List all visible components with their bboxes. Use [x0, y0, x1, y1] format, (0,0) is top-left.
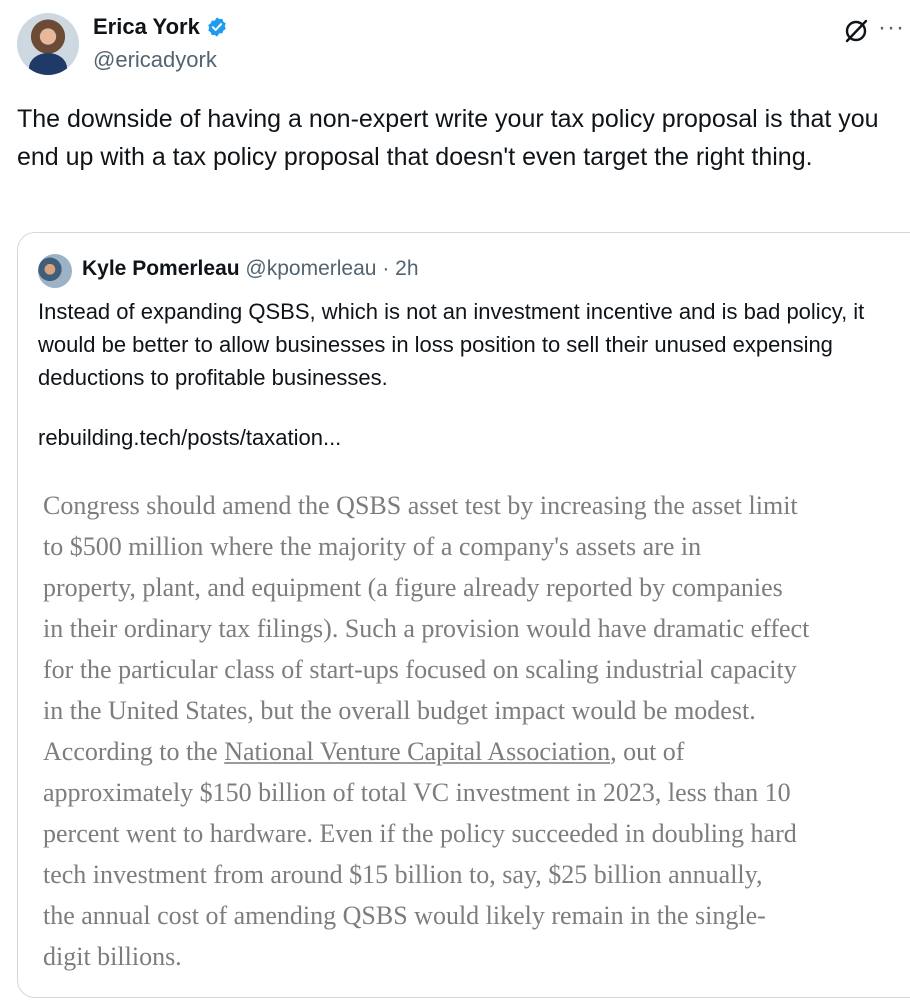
- excerpt-line: for the particular class of start-ups focused on scaling industrial capacity: [43, 655, 797, 684]
- avatar-figure: [29, 53, 67, 75]
- excerpt-text: , out of: [610, 737, 685, 766]
- excerpt-text: According to the: [43, 737, 225, 766]
- excerpt-line: approximately $150 billion of total VC investment in 2023, less than 10: [43, 778, 791, 807]
- quoted-tweet-header: [82, 257, 419, 281]
- excerpt-line: percent went to hardware. Even if the policy succeeded in doubling hard: [43, 819, 797, 848]
- excerpt-line: in the United States, but the overall budget impact would be modest.: [43, 696, 756, 725]
- more-icon[interactable]: ···: [878, 14, 905, 41]
- tweet-text: The downside of having a non-expert write your tax policy proposal is that you end up with a tax policy proposal that doesn't even target the right thing.: [17, 105, 879, 171]
- author-name[interactable]: [93, 14, 228, 40]
- author-name-text: Erica York: [93, 14, 200, 39]
- quoted-author-name[interactable]: Kyle Pomerleau: [82, 257, 240, 280]
- tweet-header: [0, 0, 910, 90]
- quoted-tweet-text: [38, 295, 878, 394]
- excerpt-link-nvca: National Venture Capital Association: [224, 737, 611, 766]
- quoted-tweet-card[interactable]: [17, 232, 910, 998]
- separator: ·: [382, 257, 390, 280]
- excerpt-line: the annual cost of amending QSBS would likely remain in the single-: [43, 901, 766, 930]
- grok-icon[interactable]: [843, 18, 869, 44]
- quoted-tweet-body: Instead of expanding QSBS, which is not an investment incentive and is bad policy, it would be better to allow businesses in loss position to sell their unused expensing deductions to profitable businesses.: [38, 299, 865, 390]
- excerpt-line: property, plant, and equipment (a figure already reported by companies: [43, 573, 783, 602]
- author-handle[interactable]: @ericadyork: [93, 47, 217, 72]
- quoted-author-handle[interactable]: @kpomerleau: [245, 257, 377, 280]
- article-excerpt-image[interactable]: [43, 485, 910, 977]
- quoted-author-avatar[interactable]: [38, 254, 72, 288]
- excerpt-line: Congress should amend the QSBS asset test by increasing the asset limit: [43, 491, 798, 520]
- author-avatar[interactable]: [17, 13, 79, 75]
- verified-badge-icon: [206, 16, 228, 38]
- excerpt-line: digit billions.: [43, 942, 182, 971]
- excerpt-line: tech investment from around $15 billion to, say, $25 billion annually,: [43, 860, 763, 889]
- quoted-tweet-link[interactable]: rebuilding.tech/posts/taxation...: [38, 425, 342, 450]
- quoted-tweet-time[interactable]: 2h: [395, 257, 419, 280]
- excerpt-line: in their ordinary tax filings). Such a provision would have dramatic effect: [43, 614, 810, 643]
- excerpt-line: to $500 million where the majority of a company's assets are in: [43, 532, 702, 561]
- excerpt-line: [43, 731, 910, 772]
